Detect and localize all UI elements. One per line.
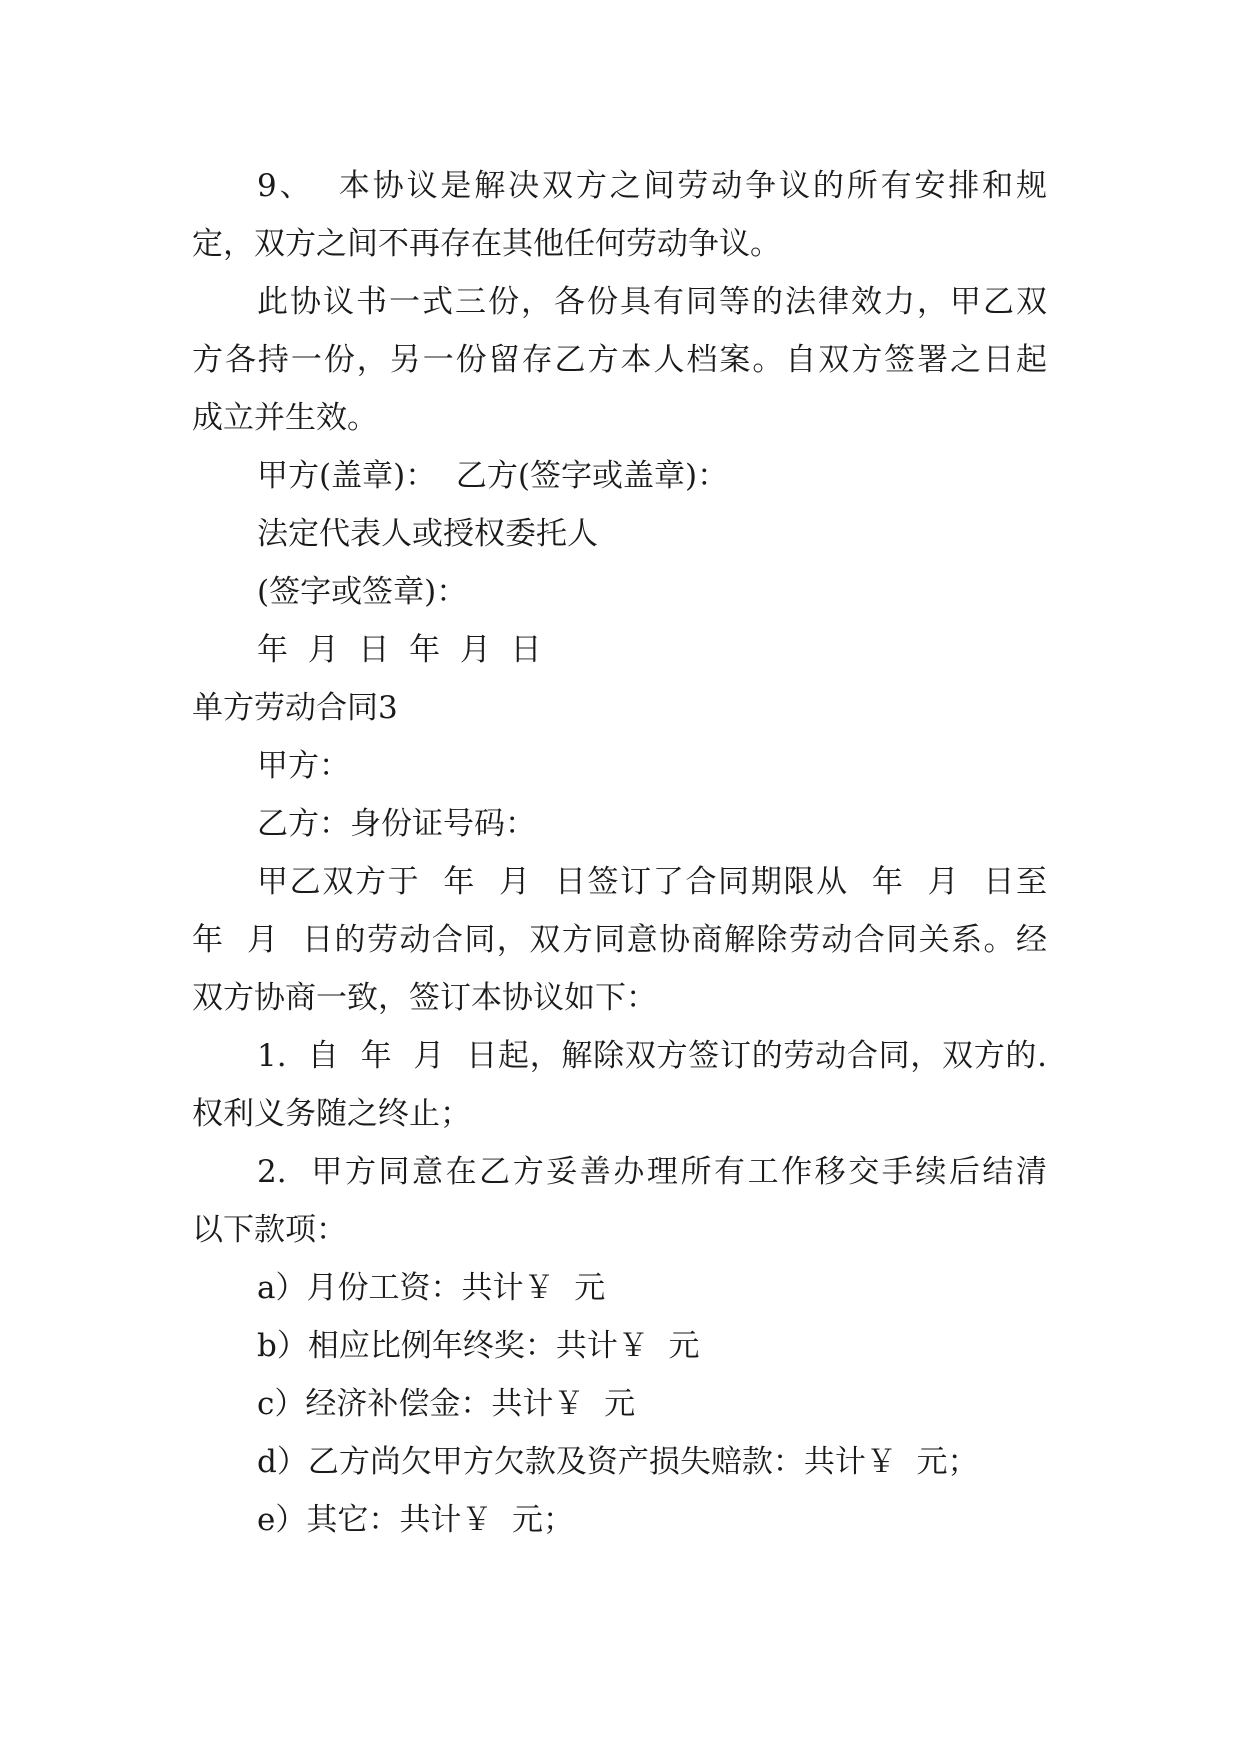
signature-parties: 甲方(盖章)： 乙方(签字或盖章)： [257,458,729,494]
copies-line-2: 方各持一份，另一份留存乙方本人档案。自双方签署之日起 [192,342,1047,378]
clause-9-line-1: 9、 本协议是解决双方之间劳动争议的所有安排和规 [257,168,1047,204]
party-a: 甲方： [257,748,350,784]
signature-representative: 法定代表人或授权委托人 [257,516,598,552]
payment-item-b: b）相应比例年终奖：共计￥ 元 [257,1328,700,1364]
payment-item-e: e）其它：共计￥ 元； [257,1502,575,1538]
payment-item-a: a）月份工资：共计￥ 元 [257,1270,606,1306]
section-title: 单方劳动合同3 [192,690,398,726]
clause-9-line-2: 定，双方之间不再存在其他任何劳动争议。 [192,226,781,262]
item-1-line-1: 1. 自 年 月 日起，解除双方签订的劳动合同，双方的. [257,1038,1047,1074]
intro-line-2: 年 月 日的劳动合同，双方同意协商解除劳动合同关系。经 [192,922,1047,958]
item-2-line-2: 以下款项： [192,1212,347,1248]
payment-item-d: d）乙方尚欠甲方欠款及资产损失赔款：共计￥ 元； [257,1444,979,1480]
copies-line-1: 此协议书一式三份，各份具有同等的法律效力，甲乙双 [257,284,1047,320]
signature-dates: 年 月 日 年 月 日 [257,632,542,668]
item-2-line-1: 2. 甲方同意在乙方妥善办理所有工作移交手续后结清 [257,1154,1047,1190]
item-1-line-2: 权利义务随之终止； [192,1096,471,1132]
signature-seal: (签字或签章)： [257,574,468,610]
intro-line-3: 双方协商一致，签订本协议如下： [192,980,657,1016]
copies-line-3: 成立并生效。 [192,400,378,436]
payment-item-c: c）经济补偿金：共计￥ 元 [257,1386,636,1422]
intro-line-1: 甲乙双方于 年 月 日签订了合同期限从 年 月 日至 [257,864,1047,900]
party-b: 乙方：身份证号码： [257,806,536,842]
